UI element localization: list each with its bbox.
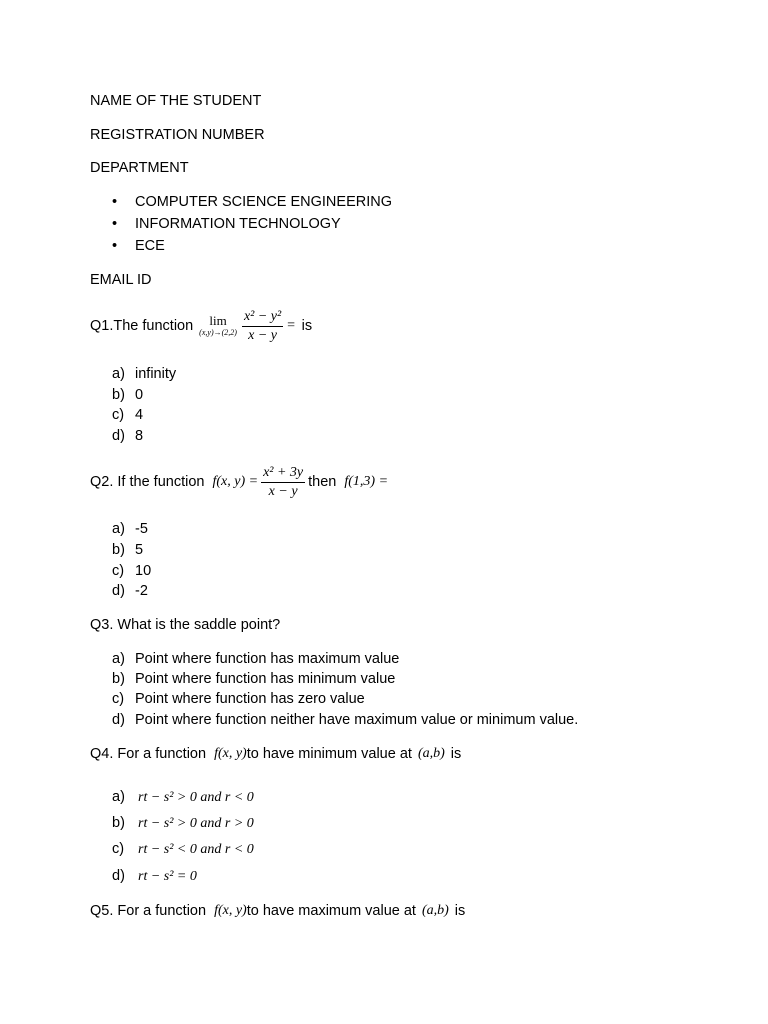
email-label: EMAIL ID <box>90 272 152 288</box>
option-item: b) Point where function has minimum value <box>112 671 396 687</box>
option-item: a) -5 <box>112 521 148 537</box>
option-item: d) Point where function neither have maximum value or minimum value. <box>112 712 579 728</box>
bullet-icon: • <box>112 238 118 254</box>
option-item: b) rt − s² > 0 and r > 0 <box>112 815 254 831</box>
question-2: Q2. If the function f(x, y) = $\frac{\text{x² + 3y}}{x - y}$ then f(1,3) = <box>90 464 389 499</box>
department-item: • ECE <box>112 238 165 254</box>
option-item: c) 4 <box>112 407 144 423</box>
question-4: Q4. For a function f(x, y) to have minimum value at (a,b) is <box>90 746 462 762</box>
question-1: Q1.The function lim (x,y)→(2,2) $\frac{\text{x² − y²}}{x - y}$ = is <box>90 308 313 343</box>
option-item: b) 5 <box>112 542 144 558</box>
option-item: b) 0 <box>112 387 144 403</box>
option-item: a) infinity <box>112 366 177 382</box>
question-5: Q5. For a function f(x, y) to have maximum value at (a,b) is <box>90 903 466 919</box>
fraction: $\frac{\text{x² − y²}}{x - y}$ <box>243 308 282 343</box>
option-item: c) 10 <box>112 563 152 579</box>
department-label: DEPARTMENT <box>90 160 189 176</box>
option-item: d) -2 <box>112 583 148 599</box>
option-item: c) rt − s² < 0 and r < 0 <box>112 841 254 857</box>
option-item: a) Point where function has maximum value <box>112 651 400 667</box>
student-name-label: NAME OF THE STUDENT <box>90 93 262 109</box>
option-item: c) Point where function has zero value <box>112 691 365 707</box>
option-item: a) rt − s² > 0 and r < 0 <box>112 789 254 805</box>
bullet-icon: • <box>112 194 118 210</box>
limit-operator: lim (x,y)→(2,2) <box>199 313 237 337</box>
option-item: d) 8 <box>112 428 144 444</box>
bullet-icon: • <box>112 216 118 232</box>
department-item: • INFORMATION TECHNOLOGY <box>112 216 341 232</box>
department-item: • COMPUTER SCIENCE ENGINEERING <box>112 194 392 210</box>
fraction: $\frac{\text{x² + 3y}}{x - y}$ <box>263 464 304 499</box>
option-item: d) rt − s² = 0 <box>112 868 197 884</box>
registration-number-label: REGISTRATION NUMBER <box>90 127 265 143</box>
question-3: Q3. What is the saddle point? <box>90 617 281 633</box>
